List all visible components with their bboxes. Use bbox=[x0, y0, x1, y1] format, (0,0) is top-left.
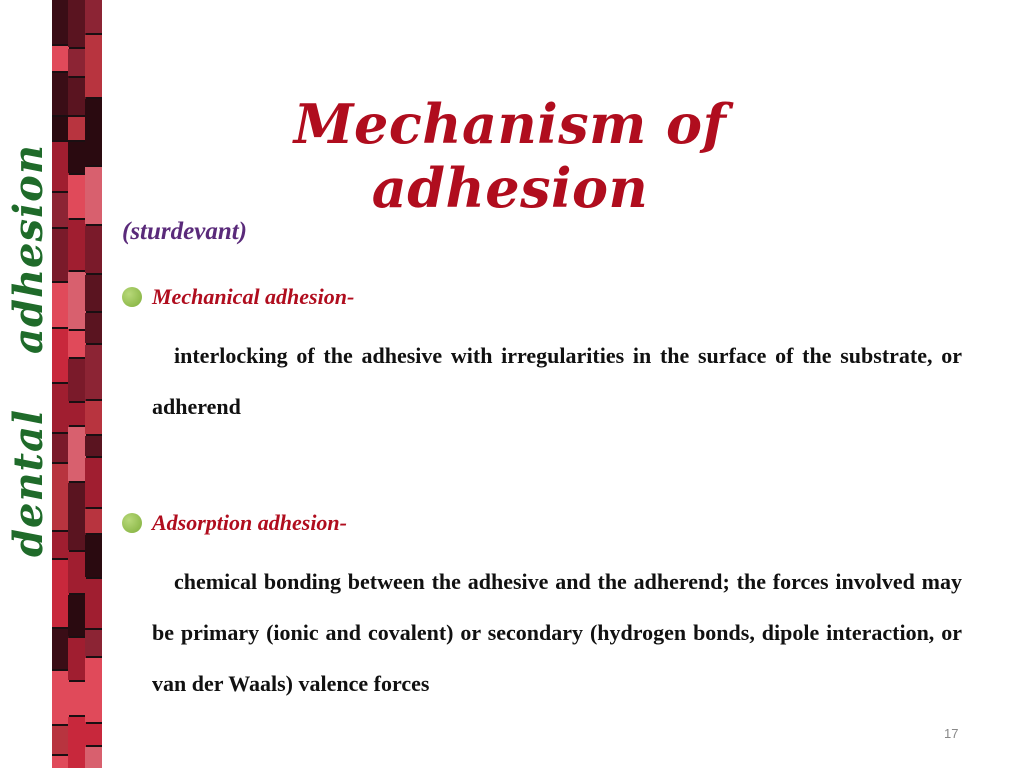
stripe-block bbox=[85, 345, 102, 399]
stripe-block bbox=[85, 99, 102, 165]
stripe-block bbox=[68, 142, 86, 173]
slide-title: Mechanism of adhesion bbox=[293, 92, 727, 220]
stripe-block bbox=[85, 226, 102, 273]
bullet-text: chemical bonding between the adhesive and the adherend; the forces involved may be primary (ionic and covalent) or secondary (hydrogen bonds, dipole interaction, or van der Waals) valence forces bbox=[152, 569, 962, 696]
stripe-block bbox=[68, 0, 86, 47]
stripe-block bbox=[52, 384, 69, 432]
stripe-block bbox=[68, 359, 86, 401]
stripe-block bbox=[52, 142, 69, 191]
stripe-block bbox=[85, 630, 102, 656]
stripe-block bbox=[68, 272, 86, 329]
stripe-block bbox=[85, 401, 102, 434]
source-citation: (sturdevant) bbox=[122, 218, 247, 245]
stripe-block bbox=[52, 117, 69, 140]
stripe-block bbox=[68, 595, 86, 636]
stripe-block bbox=[52, 671, 69, 724]
bullet-mechanical bbox=[122, 284, 354, 310]
stripe-block bbox=[52, 46, 69, 71]
side-vertical-label bbox=[0, 140, 56, 560]
stripe-block bbox=[52, 229, 69, 281]
stripe-block bbox=[68, 117, 86, 140]
stripe-block bbox=[85, 35, 102, 97]
stripe-block bbox=[85, 458, 102, 507]
stripe-block bbox=[68, 331, 86, 357]
stripe-block bbox=[85, 579, 102, 628]
stripe-block bbox=[68, 552, 86, 593]
stripe-block bbox=[68, 427, 86, 481]
stripe-block bbox=[85, 747, 102, 768]
stripe-block bbox=[85, 436, 102, 456]
stripe-block bbox=[85, 724, 102, 745]
stripe-block bbox=[68, 78, 86, 115]
stripe-block bbox=[68, 403, 86, 425]
stripe-block bbox=[85, 509, 102, 533]
stripe-block bbox=[85, 0, 102, 33]
bullet-dot-icon bbox=[122, 287, 142, 307]
stripe-block bbox=[52, 629, 69, 669]
stripe-block bbox=[52, 329, 69, 382]
stripe-block bbox=[85, 313, 102, 343]
stripe-block bbox=[68, 483, 86, 550]
stripe-block bbox=[68, 220, 86, 270]
page-number: 17 bbox=[944, 726, 959, 741]
stripe-block bbox=[52, 73, 69, 115]
stripe-block bbox=[52, 532, 69, 558]
stripe-block bbox=[85, 275, 102, 311]
stripe-block bbox=[85, 658, 102, 722]
side-label-text: dental adhesion bbox=[4, 143, 52, 557]
bullet-label: Mechanical adhesion- bbox=[152, 284, 355, 309]
stripe-block bbox=[52, 283, 69, 327]
stripe-block bbox=[68, 175, 86, 218]
decorative-stripe bbox=[52, 0, 102, 768]
stripe-block bbox=[68, 682, 86, 715]
stripe-block bbox=[68, 638, 86, 680]
stripe-block bbox=[52, 464, 69, 530]
bullet-adsorption bbox=[122, 510, 347, 536]
stripe-block bbox=[68, 49, 86, 76]
stripe-block bbox=[52, 434, 69, 462]
bullet-dot-icon bbox=[122, 513, 142, 533]
stripe-block bbox=[85, 535, 102, 577]
stripe-block bbox=[85, 167, 102, 224]
stripe-block bbox=[68, 717, 86, 768]
stripe-block bbox=[52, 756, 69, 768]
stripe-block bbox=[52, 726, 69, 754]
bullet-text: interlocking of the adhesive with irregularities in the surface of the substrate, or adherend bbox=[152, 343, 962, 419]
bullet-label: Adsorption adhesion- bbox=[152, 510, 347, 535]
stripe-block bbox=[52, 193, 69, 227]
stripe-pattern bbox=[52, 0, 102, 768]
stripe-block bbox=[52, 0, 69, 44]
stripe-block bbox=[52, 560, 69, 627]
